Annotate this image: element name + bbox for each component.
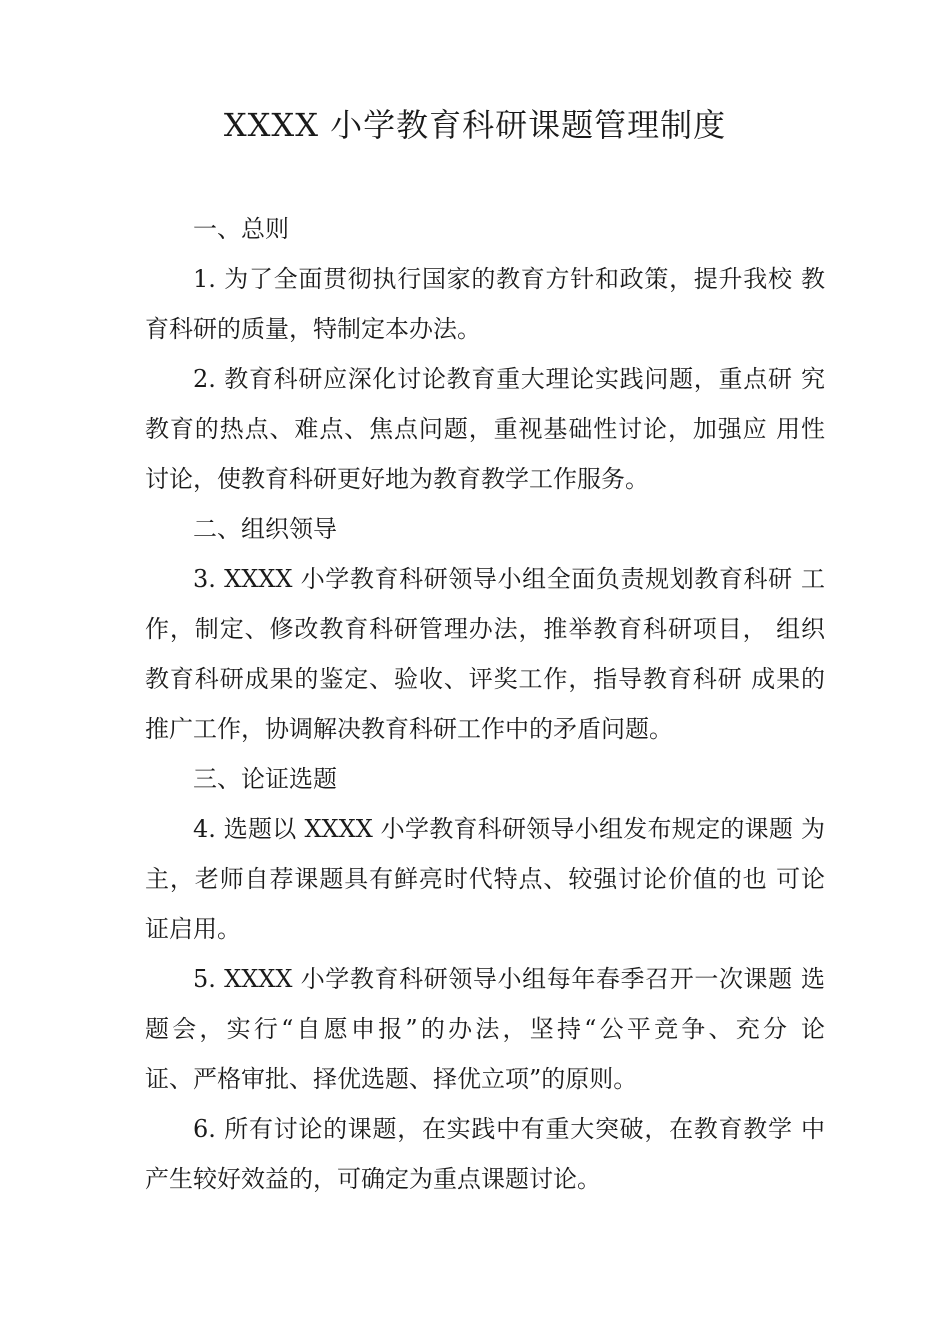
- paragraph-line: 3. XXXX 小学教育科研领导小组全面负责规划教育科研 工: [193, 565, 825, 593]
- paragraph-line: 讨论，使教育科研更好地为教育教学工作服务。: [145, 465, 649, 493]
- paragraph-line: 育科研的质量，特制定本办法。: [145, 315, 481, 343]
- paragraph-1: [145, 254, 825, 354]
- section-heading: 三、论证选题: [193, 765, 337, 793]
- paragraph-line: 题会，实行“自愿申报”的办法，坚持“公平竞争、充分 论: [145, 1015, 825, 1043]
- paragraph-5: [145, 954, 825, 1104]
- paragraph-line: 5. XXXX 小学教育科研领导小组每年春季召开一次课题 选: [193, 965, 825, 993]
- paragraph-2: [145, 354, 825, 504]
- paragraph-line: 作，制定、修改教育科研管理办法，推举教育科研项目， 组织: [145, 615, 825, 643]
- document-title: XXXX 小学教育科研课题管理制度: [223, 106, 727, 144]
- paragraph-3: [145, 554, 825, 754]
- paragraph-4: [145, 804, 825, 954]
- paragraph-line: 证、严格审批、择优选题、择优立项”的原则。: [145, 1065, 638, 1093]
- section-organization: [145, 504, 825, 754]
- section-general: [145, 204, 825, 504]
- section-topic-selection: [145, 754, 825, 1204]
- paragraph-line: 1. 为了全面贯彻执行国家的教育方针和政策，提升我校 教: [193, 265, 825, 293]
- paragraph-6: [145, 1104, 825, 1204]
- section-heading: 一、总则: [193, 215, 289, 243]
- paragraph-line: 证启用。: [145, 915, 241, 943]
- paragraph-line: 6. 所有讨论的课题，在实践中有重大突破，在教育教学 中: [193, 1115, 825, 1143]
- paragraph-line: 产生较好效益的，可确定为重点课题讨论。: [145, 1165, 601, 1193]
- section-heading: 二、组织领导: [193, 515, 337, 543]
- paragraph-line: 推广工作，协调解决教育科研工作中的矛盾问题。: [145, 715, 673, 743]
- paragraph-line: 主，老师自荐课题具有鲜亮时代特点、较强讨论价值的也 可论: [145, 865, 825, 893]
- paragraph-line: 4. 选题以 XXXX 小学教育科研领导小组发布规定的课题 为: [193, 815, 825, 843]
- document-body: [145, 204, 825, 1204]
- paragraph-line: 教育的热点、难点、焦点问题，重视基础性讨论，加强应 用性: [145, 415, 825, 443]
- paragraph-line: 教育科研成果的鉴定、验收、评奖工作，指导教育科研 成果的: [145, 665, 825, 693]
- paragraph-line: 2. 教育科研应深化讨论教育重大理论实践问题，重点研 究: [193, 365, 825, 393]
